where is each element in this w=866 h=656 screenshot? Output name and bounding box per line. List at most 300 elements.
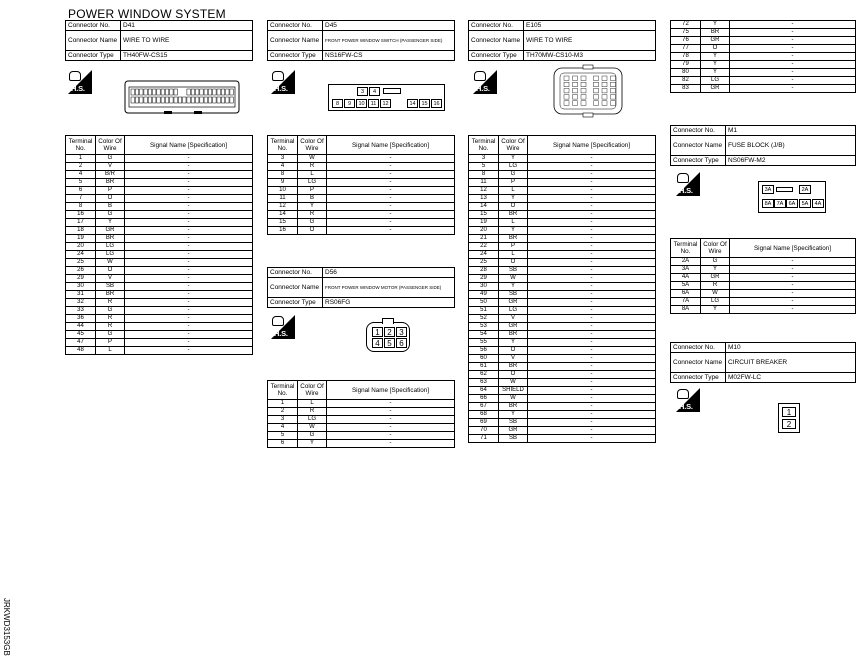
terminal-no-cell: 56 bbox=[469, 347, 499, 355]
pin-cell: 12 bbox=[380, 99, 391, 108]
terminal-table-e105 bbox=[468, 135, 656, 443]
terminal-no-cell: 70 bbox=[469, 427, 499, 435]
table-row bbox=[268, 179, 455, 187]
table-row bbox=[469, 299, 656, 307]
connector-name-label: Connector Name bbox=[268, 278, 323, 298]
terminal-no-cell: 25 bbox=[469, 259, 499, 267]
table-row bbox=[66, 187, 253, 195]
pin-cell: 10 bbox=[356, 99, 367, 108]
terminal-no-cell: 2 bbox=[66, 163, 96, 171]
table-row bbox=[268, 163, 455, 171]
table-row bbox=[268, 432, 455, 440]
signal-name-cell: - bbox=[528, 275, 656, 283]
terminal-no-cell: 19 bbox=[469, 219, 499, 227]
terminal-no-cell: 8 bbox=[66, 203, 96, 211]
terminal-no-cell: 3 bbox=[268, 416, 298, 424]
signal-name-cell: - bbox=[528, 403, 656, 411]
table-row bbox=[66, 155, 253, 163]
terminal-no-cell: 29 bbox=[66, 275, 96, 283]
table-row bbox=[671, 274, 856, 282]
connector-name-label: Connector Name bbox=[671, 353, 726, 373]
wire-color-cell: O bbox=[96, 267, 125, 275]
signal-name-cell: - bbox=[125, 275, 253, 283]
terminal-no-cell: 4 bbox=[268, 424, 298, 432]
table-row bbox=[671, 298, 856, 306]
signal-name-cell: - bbox=[125, 267, 253, 275]
connector-no-label: Connector No. bbox=[268, 21, 323, 31]
terminal-no-cell: 50 bbox=[469, 299, 499, 307]
signal-name-cell: - bbox=[528, 435, 656, 443]
signal-name-cell: - bbox=[327, 195, 455, 203]
signal-name-cell: - bbox=[730, 266, 856, 274]
terminal-no-cell: 2 bbox=[268, 408, 298, 416]
table-row bbox=[469, 291, 656, 299]
pin-cell: 3A bbox=[762, 185, 774, 194]
signal-name-cell: - bbox=[730, 45, 856, 53]
wire-color-header: Color Of Wire bbox=[499, 136, 528, 155]
table-row bbox=[671, 61, 856, 69]
table-row bbox=[66, 179, 253, 187]
terminal-no-cell: 14 bbox=[268, 211, 298, 219]
table-row bbox=[66, 307, 253, 315]
table-row bbox=[671, 29, 856, 37]
signal-name-cell: - bbox=[125, 227, 253, 235]
wire-color-cell: B bbox=[96, 203, 125, 211]
wire-color-cell: SB bbox=[499, 435, 528, 443]
connector-name-label: Connector Name bbox=[268, 31, 323, 51]
signal-name-cell: - bbox=[125, 171, 253, 179]
terminal-no-cell: 20 bbox=[66, 243, 96, 251]
table-row bbox=[66, 203, 253, 211]
pin-cell: 2 bbox=[384, 327, 395, 337]
wire-color-cell: Y bbox=[701, 53, 730, 61]
table-row bbox=[469, 387, 656, 395]
connector-type-label: Connector Type bbox=[671, 156, 726, 166]
signal-name-cell: - bbox=[327, 440, 455, 448]
terminal-no-cell: 67 bbox=[469, 403, 499, 411]
wire-color-cell: V bbox=[96, 275, 125, 283]
terminal-no-header: Terminal No. bbox=[268, 136, 298, 155]
table-row bbox=[66, 275, 253, 283]
terminal-no-cell: 30 bbox=[66, 283, 96, 291]
signal-name-cell: - bbox=[730, 69, 856, 77]
pin-cell: 5 bbox=[384, 338, 395, 348]
wire-color-cell: Y bbox=[499, 411, 528, 419]
terminal-no-cell: 79 bbox=[671, 61, 701, 69]
signal-name-cell: - bbox=[528, 419, 656, 427]
wire-color-cell: L bbox=[298, 171, 327, 179]
signal-name-cell: - bbox=[528, 179, 656, 187]
table-row bbox=[469, 227, 656, 235]
terminal-no-cell: 19 bbox=[66, 235, 96, 243]
signal-name-cell: - bbox=[730, 21, 856, 29]
terminal-table-e105-continued bbox=[670, 20, 856, 93]
connector-info-e105 bbox=[468, 20, 656, 61]
wire-color-cell: R bbox=[298, 211, 327, 219]
wire-color-cell: LG bbox=[701, 77, 730, 85]
table-row bbox=[469, 347, 656, 355]
wire-color-cell: BR bbox=[499, 211, 528, 219]
wire-color-cell: G bbox=[96, 331, 125, 339]
table-row bbox=[66, 323, 253, 331]
harness-side-icon bbox=[473, 70, 497, 98]
connector-name-value: FRONT POWER WINDOW SWITCH (PASSENGER SIDE) bbox=[323, 31, 455, 51]
connector-name-value: FUSE BLOCK (J/B) bbox=[726, 136, 856, 156]
table-row bbox=[469, 363, 656, 371]
hs-label: H.S. bbox=[71, 84, 85, 93]
table-row bbox=[469, 339, 656, 347]
terminal-no-cell: 15 bbox=[469, 211, 499, 219]
terminal-no-cell: 18 bbox=[66, 227, 96, 235]
signal-name-cell: - bbox=[730, 258, 856, 266]
terminal-no-cell: 62 bbox=[469, 371, 499, 379]
signal-name-cell: - bbox=[125, 219, 253, 227]
signal-name-cell: - bbox=[528, 251, 656, 259]
table-row bbox=[66, 283, 253, 291]
signal-name-cell: - bbox=[528, 243, 656, 251]
signal-name-cell: - bbox=[125, 187, 253, 195]
wire-color-header: Color Of Wire bbox=[701, 239, 730, 258]
table-row bbox=[671, 69, 856, 77]
terminal-no-cell: 49 bbox=[469, 291, 499, 299]
signal-name-cell: - bbox=[327, 203, 455, 211]
wire-color-cell: SB bbox=[499, 291, 528, 299]
terminal-no-cell: 8 bbox=[469, 171, 499, 179]
terminal-no-cell: 9 bbox=[268, 179, 298, 187]
terminal-no-cell: 82 bbox=[671, 77, 701, 85]
signal-name-cell: - bbox=[125, 203, 253, 211]
signal-name-cell: - bbox=[327, 227, 455, 235]
table-row bbox=[66, 339, 253, 347]
wire-color-cell: Y bbox=[701, 266, 730, 274]
table-row bbox=[469, 379, 656, 387]
connector-type-value: TH40FW-CS15 bbox=[121, 51, 253, 61]
document-code: JRKWD3153GB bbox=[2, 598, 11, 656]
terminal-no-cell: 2A bbox=[671, 258, 701, 266]
signal-name-cell: - bbox=[327, 416, 455, 424]
wire-color-cell: R bbox=[96, 323, 125, 331]
table-row bbox=[66, 251, 253, 259]
signal-name-cell: - bbox=[528, 395, 656, 403]
wire-color-cell: GR bbox=[499, 323, 528, 331]
terminal-no-cell: 13 bbox=[469, 195, 499, 203]
wire-color-cell: LG bbox=[499, 163, 528, 171]
pin-cell: 14 bbox=[407, 99, 418, 108]
table-row bbox=[469, 331, 656, 339]
wire-color-cell: G bbox=[96, 307, 125, 315]
wire-color-cell: Y bbox=[298, 203, 327, 211]
wire-color-cell: Y bbox=[701, 61, 730, 69]
terminal-no-cell: 4 bbox=[66, 171, 96, 179]
table-row bbox=[469, 243, 656, 251]
pin-cell: 2A bbox=[799, 185, 811, 194]
latch-slot bbox=[776, 187, 793, 192]
signal-name-cell: - bbox=[327, 187, 455, 195]
signal-name-cell: - bbox=[730, 53, 856, 61]
table-row bbox=[469, 323, 656, 331]
table-row bbox=[469, 371, 656, 379]
terminal-no-cell: 63 bbox=[469, 379, 499, 387]
signal-name-cell: - bbox=[327, 432, 455, 440]
table-row bbox=[469, 411, 656, 419]
wire-color-cell: GR bbox=[499, 427, 528, 435]
wire-color-cell: B bbox=[298, 195, 327, 203]
wire-color-cell: L bbox=[96, 347, 125, 355]
signal-name-cell: - bbox=[528, 307, 656, 315]
pin-cell: 11 bbox=[368, 99, 379, 108]
pin-cell: 7A bbox=[774, 199, 786, 208]
terminal-no-cell: 5 bbox=[268, 432, 298, 440]
wire-color-cell: GR bbox=[701, 85, 730, 93]
wire-color-cell: Y bbox=[298, 440, 327, 448]
table-row bbox=[268, 424, 455, 432]
signal-name-cell: - bbox=[730, 298, 856, 306]
wire-color-cell: GR bbox=[499, 299, 528, 307]
connector-type-value: TH70MW-CS10-M3 bbox=[524, 51, 656, 61]
table-row bbox=[66, 267, 253, 275]
connector-face-e105 bbox=[550, 65, 626, 117]
pin-cell: 8 bbox=[332, 99, 343, 108]
wire-color-cell: B/R bbox=[96, 171, 125, 179]
terminal-no-cell: 3 bbox=[469, 155, 499, 163]
wire-color-cell: Y bbox=[499, 283, 528, 291]
wire-color-cell: LG bbox=[701, 298, 730, 306]
harness-side-icon bbox=[676, 172, 700, 200]
wire-color-cell: P bbox=[96, 339, 125, 347]
connector-info-d41 bbox=[65, 20, 253, 61]
wire-color-cell: L bbox=[499, 187, 528, 195]
table-row bbox=[469, 219, 656, 227]
table-row bbox=[469, 275, 656, 283]
wire-color-cell: O bbox=[298, 227, 327, 235]
wire-color-cell: O bbox=[701, 45, 730, 53]
wire-color-cell: V bbox=[499, 315, 528, 323]
pin-cell: 4A bbox=[812, 199, 824, 208]
terminal-no-cell: 25 bbox=[66, 259, 96, 267]
wire-color-cell: LG bbox=[499, 307, 528, 315]
terminal-no-cell: 71 bbox=[469, 435, 499, 443]
terminal-no-cell: 16 bbox=[268, 227, 298, 235]
signal-name-cell: - bbox=[125, 235, 253, 243]
pin-cell: 4 bbox=[369, 87, 380, 96]
wire-color-cell: V bbox=[96, 163, 125, 171]
hs-label: H.S. bbox=[274, 329, 288, 338]
hs-label: H.S. bbox=[476, 84, 490, 93]
terminal-no-cell: 61 bbox=[469, 363, 499, 371]
table-row bbox=[469, 267, 656, 275]
pin-cell: 9 bbox=[344, 99, 355, 108]
wire-color-cell: LG bbox=[96, 251, 125, 259]
harness-side-icon bbox=[676, 388, 700, 416]
wire-color-cell: SB bbox=[499, 419, 528, 427]
signal-name-cell: - bbox=[528, 283, 656, 291]
signal-name-cell: - bbox=[125, 179, 253, 187]
connector-type-label: Connector Type bbox=[268, 51, 323, 61]
terminal-no-cell: 20 bbox=[469, 227, 499, 235]
terminal-no-cell: 5 bbox=[469, 163, 499, 171]
signal-name-cell: - bbox=[528, 227, 656, 235]
signal-name-cell: - bbox=[528, 235, 656, 243]
wire-color-cell: BR bbox=[499, 235, 528, 243]
table-row bbox=[671, 258, 856, 266]
wire-color-cell: G bbox=[701, 258, 730, 266]
table-row bbox=[66, 195, 253, 203]
wire-color-cell: L bbox=[499, 251, 528, 259]
table-row bbox=[66, 219, 253, 227]
wire-color-cell: W bbox=[298, 155, 327, 163]
wire-color-cell: O bbox=[499, 371, 528, 379]
terminal-no-cell: 33 bbox=[66, 307, 96, 315]
terminal-no-cell: 14 bbox=[469, 203, 499, 211]
wire-color-cell: P bbox=[499, 243, 528, 251]
pin-cell: 3 bbox=[357, 87, 368, 96]
table-row bbox=[469, 435, 656, 443]
signal-name-cell: - bbox=[730, 77, 856, 85]
table-row bbox=[268, 211, 455, 219]
signal-name-cell: - bbox=[327, 179, 455, 187]
terminal-no-cell: 11 bbox=[469, 179, 499, 187]
terminal-no-cell: 10 bbox=[268, 187, 298, 195]
connector-type-value: RS06FG bbox=[323, 298, 455, 308]
signal-name-cell: - bbox=[125, 347, 253, 355]
terminal-no-cell: 83 bbox=[671, 85, 701, 93]
signal-name-cell: - bbox=[730, 282, 856, 290]
wire-color-cell: O bbox=[96, 195, 125, 203]
signal-name-cell: - bbox=[125, 283, 253, 291]
terminal-no-cell: 7 bbox=[66, 195, 96, 203]
wire-color-cell: W bbox=[499, 395, 528, 403]
wire-color-cell: R bbox=[701, 282, 730, 290]
terminal-no-header: Terminal No. bbox=[469, 136, 499, 155]
connector-no-label: Connector No. bbox=[66, 21, 121, 31]
pin-cell: 2 bbox=[782, 419, 796, 429]
terminal-table-m1 bbox=[670, 238, 856, 314]
table-row bbox=[268, 219, 455, 227]
table-row bbox=[469, 187, 656, 195]
table-row bbox=[671, 21, 856, 29]
pin-cell: 15 bbox=[419, 99, 430, 108]
connector-no-value: D56 bbox=[323, 268, 455, 278]
signal-name-cell: - bbox=[730, 290, 856, 298]
terminal-no-cell: 24 bbox=[469, 251, 499, 259]
wire-color-cell: W bbox=[701, 290, 730, 298]
terminal-no-cell: 44 bbox=[66, 323, 96, 331]
terminal-no-cell: 55 bbox=[469, 339, 499, 347]
table-row bbox=[268, 400, 455, 408]
table-row bbox=[268, 203, 455, 211]
terminal-no-cell: 60 bbox=[469, 355, 499, 363]
harness-side-icon bbox=[271, 70, 295, 98]
latch bbox=[382, 318, 394, 324]
terminal-no-cell: 68 bbox=[469, 411, 499, 419]
terminal-table-d41 bbox=[65, 135, 253, 355]
wire-color-cell: W bbox=[499, 379, 528, 387]
wire-color-cell: GR bbox=[701, 37, 730, 45]
harness-side-icon bbox=[68, 70, 92, 98]
wire-color-cell: BR bbox=[96, 179, 125, 187]
signal-name-cell: - bbox=[327, 171, 455, 179]
table-row bbox=[469, 427, 656, 435]
table-row bbox=[66, 227, 253, 235]
table-row bbox=[268, 416, 455, 424]
connector-name-value: WIRE TO WIRE bbox=[524, 31, 656, 51]
terminal-no-cell: 12 bbox=[469, 187, 499, 195]
table-row bbox=[66, 315, 253, 323]
connector-type-value: M02FW-LC bbox=[726, 373, 856, 383]
table-row bbox=[671, 37, 856, 45]
table-row bbox=[469, 251, 656, 259]
signal-name-cell: - bbox=[528, 347, 656, 355]
table-row bbox=[66, 235, 253, 243]
terminal-no-cell: 64 bbox=[469, 387, 499, 395]
signal-name-cell: - bbox=[528, 355, 656, 363]
wire-color-cell: Y bbox=[499, 227, 528, 235]
wire-color-cell: P bbox=[298, 187, 327, 195]
terminal-no-cell: 69 bbox=[469, 419, 499, 427]
terminal-no-cell: 8A bbox=[671, 306, 701, 314]
table-row bbox=[469, 163, 656, 171]
terminal-no-cell: 26 bbox=[66, 267, 96, 275]
table-row bbox=[268, 187, 455, 195]
terminal-no-cell: 28 bbox=[469, 267, 499, 275]
connector-name-label: Connector Name bbox=[469, 31, 524, 51]
connector-info-m10 bbox=[670, 342, 856, 383]
signal-name-cell: - bbox=[730, 274, 856, 282]
wire-color-cell: R bbox=[298, 408, 327, 416]
wire-color-cell: R bbox=[96, 299, 125, 307]
signal-name-cell: - bbox=[528, 267, 656, 275]
wire-color-cell: W bbox=[96, 259, 125, 267]
signal-name-cell: - bbox=[730, 61, 856, 69]
signal-name-header: Signal Name [Specification] bbox=[327, 381, 455, 400]
table-row bbox=[469, 235, 656, 243]
table-row bbox=[671, 290, 856, 298]
signal-name-cell: - bbox=[528, 211, 656, 219]
connector-type-label: Connector Type bbox=[469, 51, 524, 61]
wire-color-cell: Y bbox=[96, 219, 125, 227]
wire-color-cell: R bbox=[96, 315, 125, 323]
wire-color-header: Color Of Wire bbox=[96, 136, 125, 155]
signal-name-cell: - bbox=[730, 85, 856, 93]
signal-name-header: Signal Name [Specification] bbox=[730, 239, 856, 258]
wire-color-cell: BR bbox=[96, 235, 125, 243]
terminal-no-cell: 8 bbox=[268, 171, 298, 179]
table-row bbox=[469, 195, 656, 203]
terminal-no-cell: 15 bbox=[268, 219, 298, 227]
wire-color-cell: GR bbox=[701, 274, 730, 282]
connector-info-m1 bbox=[670, 125, 856, 166]
table-row bbox=[469, 395, 656, 403]
pin-cell: 6A bbox=[786, 199, 798, 208]
connector-no-value: D41 bbox=[121, 21, 253, 31]
terminal-no-cell: 77 bbox=[671, 45, 701, 53]
connector-no-value: D45 bbox=[323, 21, 455, 31]
wire-color-header: Color Of Wire bbox=[298, 381, 327, 400]
signal-name-header: Signal Name [Specification] bbox=[125, 136, 253, 155]
table-row bbox=[268, 440, 455, 448]
terminal-no-cell: 6 bbox=[66, 187, 96, 195]
table-row bbox=[671, 53, 856, 61]
table-row bbox=[469, 307, 656, 315]
signal-name-cell: - bbox=[327, 408, 455, 416]
signal-name-cell: - bbox=[327, 219, 455, 227]
pin-cell: 6 bbox=[396, 338, 407, 348]
wire-color-cell: P bbox=[96, 187, 125, 195]
signal-name-cell: - bbox=[730, 306, 856, 314]
terminal-no-cell: 5 bbox=[66, 179, 96, 187]
table-row bbox=[469, 259, 656, 267]
terminal-table-d56 bbox=[267, 380, 455, 448]
